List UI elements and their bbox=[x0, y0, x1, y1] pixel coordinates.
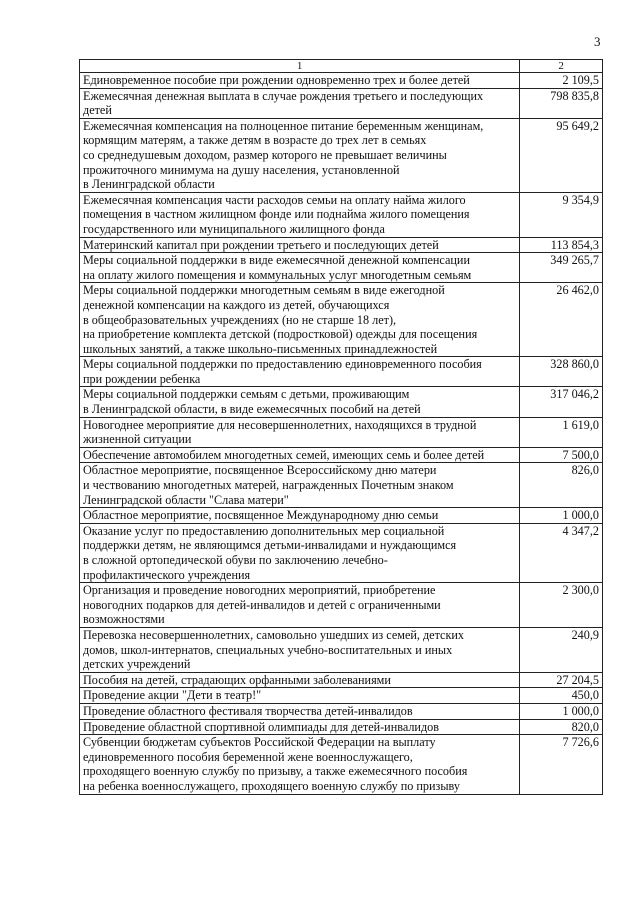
row-amount: 450,0 bbox=[520, 688, 603, 704]
table-row bbox=[80, 283, 603, 357]
row-amount: 798 835,8 bbox=[520, 88, 603, 118]
table-row bbox=[80, 447, 603, 463]
row-amount: 26 462,0 bbox=[520, 283, 603, 357]
row-description: Меры социальной поддержки многодетным семьям в виде ежегодной денежной компенсации на каждого из детей, обучающихся в общеобразовательных учреждениях (но не старше 18 лет), на приобретение комплекта детской (подростковой) одежды для посещения школьных занятий, а также школьно-письменных принадлежностей bbox=[80, 283, 520, 357]
row-amount: 349 265,7 bbox=[520, 253, 603, 283]
row-description: Меры социальной поддержки в виде ежемесячной денежной компенсации на оплату жилого помещения и коммунальных услуг многодетным семьям bbox=[80, 253, 520, 283]
table-row bbox=[80, 719, 603, 735]
row-description: Организация и проведение новогодних мероприятий, приобретение новогодних подарков для детей-инвалидов и детей с ограниченными возможностями bbox=[80, 583, 520, 628]
row-amount: 317 046,2 bbox=[520, 387, 603, 417]
table-row bbox=[80, 387, 603, 417]
table-row bbox=[80, 73, 603, 89]
table-row bbox=[80, 672, 603, 688]
table-row bbox=[80, 253, 603, 283]
table-row bbox=[80, 583, 603, 628]
row-description: Материнский капитал при рождении третьего и последующих детей bbox=[80, 237, 520, 253]
table-row bbox=[80, 88, 603, 118]
column-1-header: 1 bbox=[80, 60, 520, 73]
row-amount: 2 300,0 bbox=[520, 583, 603, 628]
table-row bbox=[80, 688, 603, 704]
row-amount: 1 000,0 bbox=[520, 508, 603, 524]
row-amount: 95 649,2 bbox=[520, 118, 603, 192]
row-description: Оказание услуг по предоставлению дополнительных мер социальной поддержки детям, не являющимся детьми-инвалидами и нуждающимся в сложной ортопедической обуви по заключению лечебно- профилактического учреждения bbox=[80, 523, 520, 582]
row-amount: 820,0 bbox=[520, 719, 603, 735]
row-amount: 27 204,5 bbox=[520, 672, 603, 688]
table-row bbox=[80, 508, 603, 524]
row-description: Обеспечение автомобилем многодетных семей, имеющих семь и более детей bbox=[80, 447, 520, 463]
row-description: Субвенции бюджетам субъектов Российской Федерации на выплату единовременного пособия беременной жене военнослужащего, проходящего военную службу по призыву, а также ежемесячного пособия на ребенка военнослужащего, проходящего военную службу по призыву bbox=[80, 735, 520, 794]
row-amount: 328 860,0 bbox=[520, 357, 603, 387]
row-amount: 826,0 bbox=[520, 463, 603, 508]
row-amount: 113 854,3 bbox=[520, 237, 603, 253]
row-amount: 4 347,2 bbox=[520, 523, 603, 582]
table-row bbox=[80, 703, 603, 719]
table-row bbox=[80, 118, 603, 192]
row-amount: 9 354,9 bbox=[520, 192, 603, 237]
row-description: Проведение областной спортивной олимпиады для детей-инвалидов bbox=[80, 719, 520, 735]
row-description: Единовременное пособие при рождении одновременно трех и более детей bbox=[80, 73, 520, 89]
row-description: Областное мероприятие, посвященное Всероссийскому дню матери и чествованию многодетных матерей, награжденных Почетным знаком Ленинградской области "Слава матери" bbox=[80, 463, 520, 508]
row-description: Перевозка несовершеннолетних, самовольно ушедших из семей, детских домов, школ-интернатов, специальных учебно-воспитательных и иных детских учреждений bbox=[80, 627, 520, 672]
row-amount: 7 726,6 bbox=[520, 735, 603, 794]
row-description: Меры социальной поддержки семьям с детьми, проживающим в Ленинградской области, в виде ежемесячных пособий на детей bbox=[80, 387, 520, 417]
row-amount: 1 000,0 bbox=[520, 703, 603, 719]
row-amount: 7 500,0 bbox=[520, 447, 603, 463]
table-header-row bbox=[80, 60, 603, 73]
budget-table-body bbox=[80, 60, 603, 795]
row-amount: 2 109,5 bbox=[520, 73, 603, 89]
row-description: Проведение акции "Дети в театр!" bbox=[80, 688, 520, 704]
row-description: Новогоднее мероприятие для несовершеннолетних, находящихся в трудной жизненной ситуации bbox=[80, 417, 520, 447]
table-row bbox=[80, 627, 603, 672]
table-row bbox=[80, 357, 603, 387]
row-description: Меры социальной поддержки по предоставлению единовременного пособия при рождении ребенка bbox=[80, 357, 520, 387]
row-description: Ежемесячная денежная выплата в случае рождения третьего и последующих детей bbox=[80, 88, 520, 118]
budget-table bbox=[79, 59, 603, 795]
row-description: Ежемесячная компенсация на полноценное питание беременным женщинам, кормящим матерям, а также детям в возрасте до трех лет в семьях со среднедушевым доходом, размер которого не превышает величины прожиточного минимума на душу населения, установленной в Ленинградской области bbox=[80, 118, 520, 192]
page-number: 3 bbox=[594, 34, 601, 49]
row-description: Ежемесячная компенсация части расходов семьи на оплату найма жилого помещения в частном жилищном фонде или поднайма жилого помещения государственного или муниципального жилищного фонда bbox=[80, 192, 520, 237]
column-2-header: 2 bbox=[520, 60, 603, 73]
row-amount: 240,9 bbox=[520, 627, 603, 672]
row-description: Областное мероприятие, посвященное Международному дню семьи bbox=[80, 508, 520, 524]
table-row bbox=[80, 735, 603, 794]
table-row bbox=[80, 463, 603, 508]
row-amount: 1 619,0 bbox=[520, 417, 603, 447]
table-row bbox=[80, 417, 603, 447]
row-description: Проведение областного фестиваля творчества детей-инвалидов bbox=[80, 703, 520, 719]
row-description: Пособия на детей, страдающих орфанными заболеваниями bbox=[80, 672, 520, 688]
table-row bbox=[80, 237, 603, 253]
table-row bbox=[80, 192, 603, 237]
table-row bbox=[80, 523, 603, 582]
